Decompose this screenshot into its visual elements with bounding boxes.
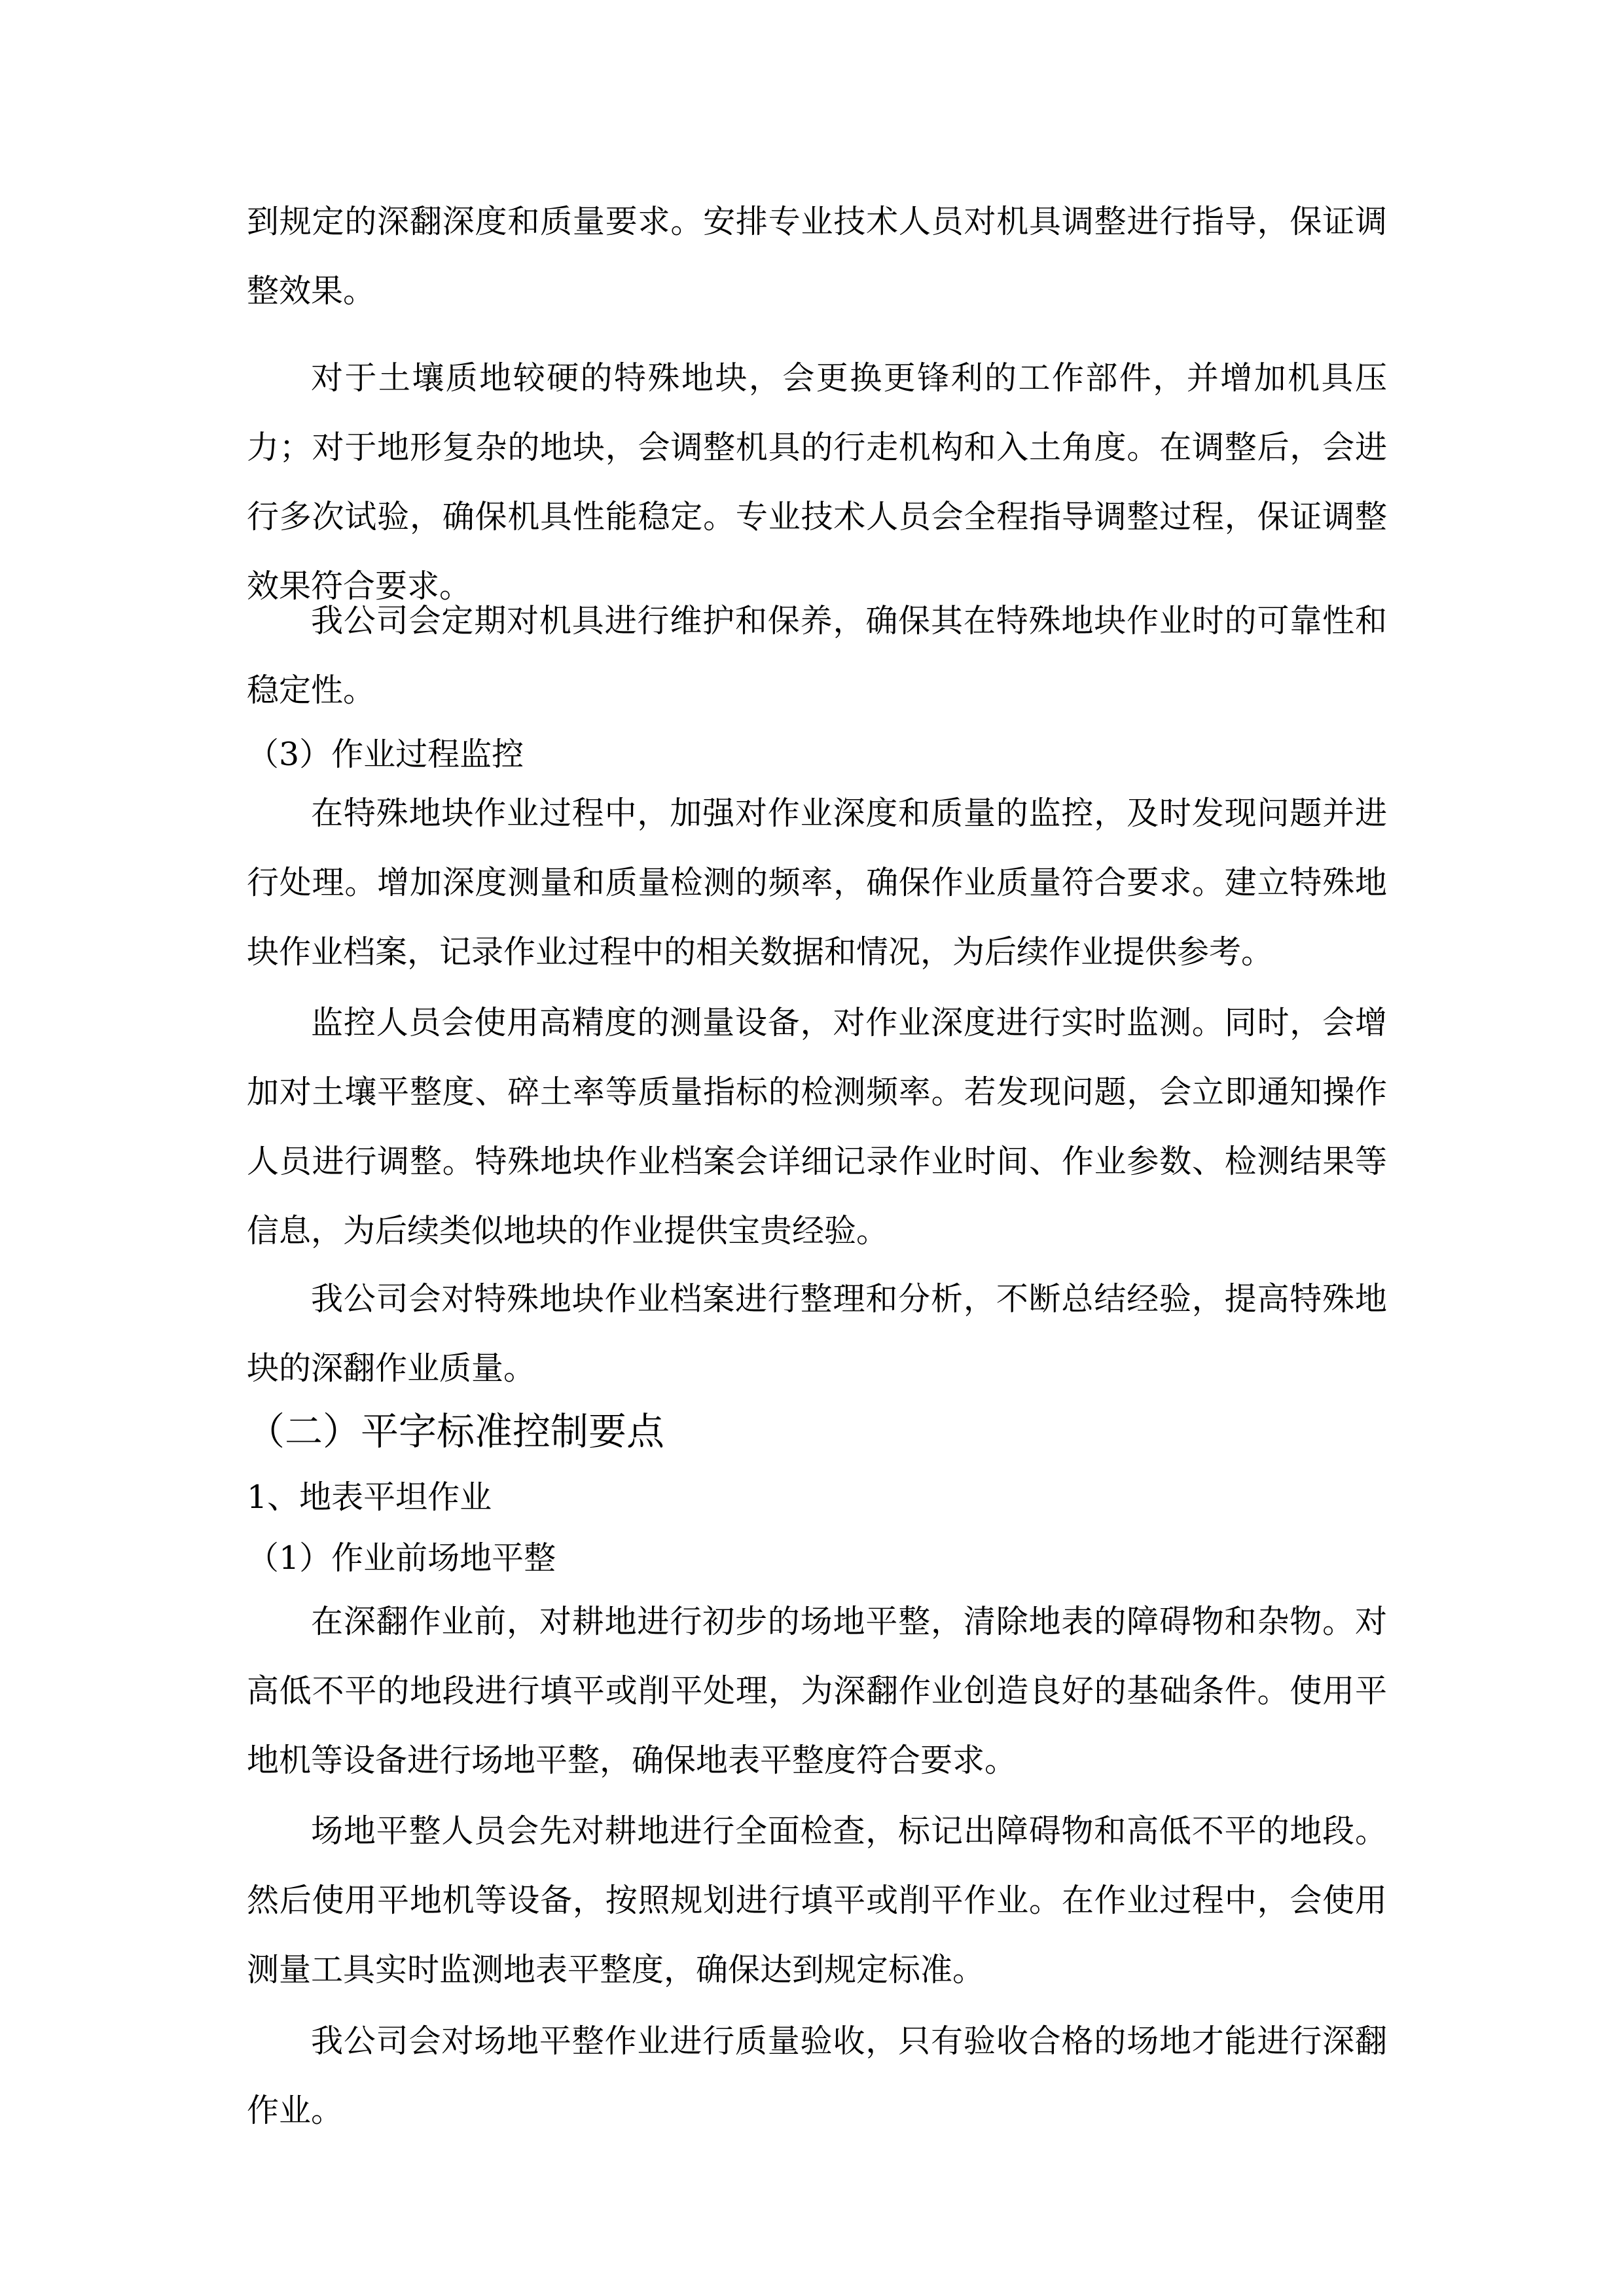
heading-site-leveling: （1）作业前场地平整 [247,1539,556,1577]
heading-surface-flat-operation: 1、地表平坦作业 [247,1479,492,1516]
paragraph-leveling-process: 场地平整人员会先对耕地进行全面检查，标记出障碍物和高低不平的地段。然后使用平地机等设备，按照规划进行填平或削平作业。在作业过程中，会使用测量工具实时监测地表平整度，确保达到规定标准。 [247,1812,1387,1988]
paragraph-site-leveling-before: 在深翻作业前，对耕地进行初步的场地平整，清除地表的障碍物和杂物。对高低不平的地段进行填平或削平处理，为深翻作业创造良好的基础条件。使用平地机等设备进行场地平整，确保地表平整度符合要求。 [247,1603,1387,1779]
paragraph-special-plot-adjustment: 对于土壤质地较硬的特殊地块，会更换更锋利的工作部件，并增加机具压力；对于地形复杂的地块，会调整机具的行走机构和入土角度。在调整后，会进行多次试验，确保机具性能稳定。专业技术人员会全程指导调整过程，保证调整效果符合要求。 [247,359,1387,605]
heading-flatness-standard: （二）平字标准控制要点 [247,1409,665,1454]
paragraph-machine-adjustment-continued: 到规定的深翻深度和质量要求。安排专业技术人员对机具调整进行指导，保证调整效果。 [247,203,1387,310]
paragraph-quality-acceptance: 我公司会对场地平整作业进行质量验收，只有验收合格的场地才能进行深翻作业。 [247,2022,1387,2129]
paragraph-maintenance: 我公司会定期对机具进行维护和保养，确保其在特殊地块作业时的可靠性和稳定性。 [247,602,1387,709]
heading-process-monitoring: （3）作业过程监控 [247,736,524,773]
paragraph-archive-analysis: 我公司会对特殊地块作业档案进行整理和分析，不断总结经验，提高特殊地块的深翻作业质量。 [247,1280,1387,1387]
paragraph-monitoring-depth-quality: 在特殊地块作业过程中，加强对作业深度和质量的监控，及时发现问题并进行处理。增加深度测量和质量检测的频率，确保作业质量符合要求。建立特殊地块作业档案，记录作业过程中的相关数据和情况，为后续作业提供参考。 [247,795,1387,971]
paragraph-monitoring-equipment: 监控人员会使用高精度的测量设备，对作业深度进行实时监测。同时，会增加对土壤平整度、碎土率等质量指标的检测频率。若发现问题，会立即通知操作人员进行调整。特殊地块作业档案会详细记录作业时间、作业参数、检测结果等信息，为后续类似地块的作业提供宝贵经验。 [247,1004,1387,1249]
